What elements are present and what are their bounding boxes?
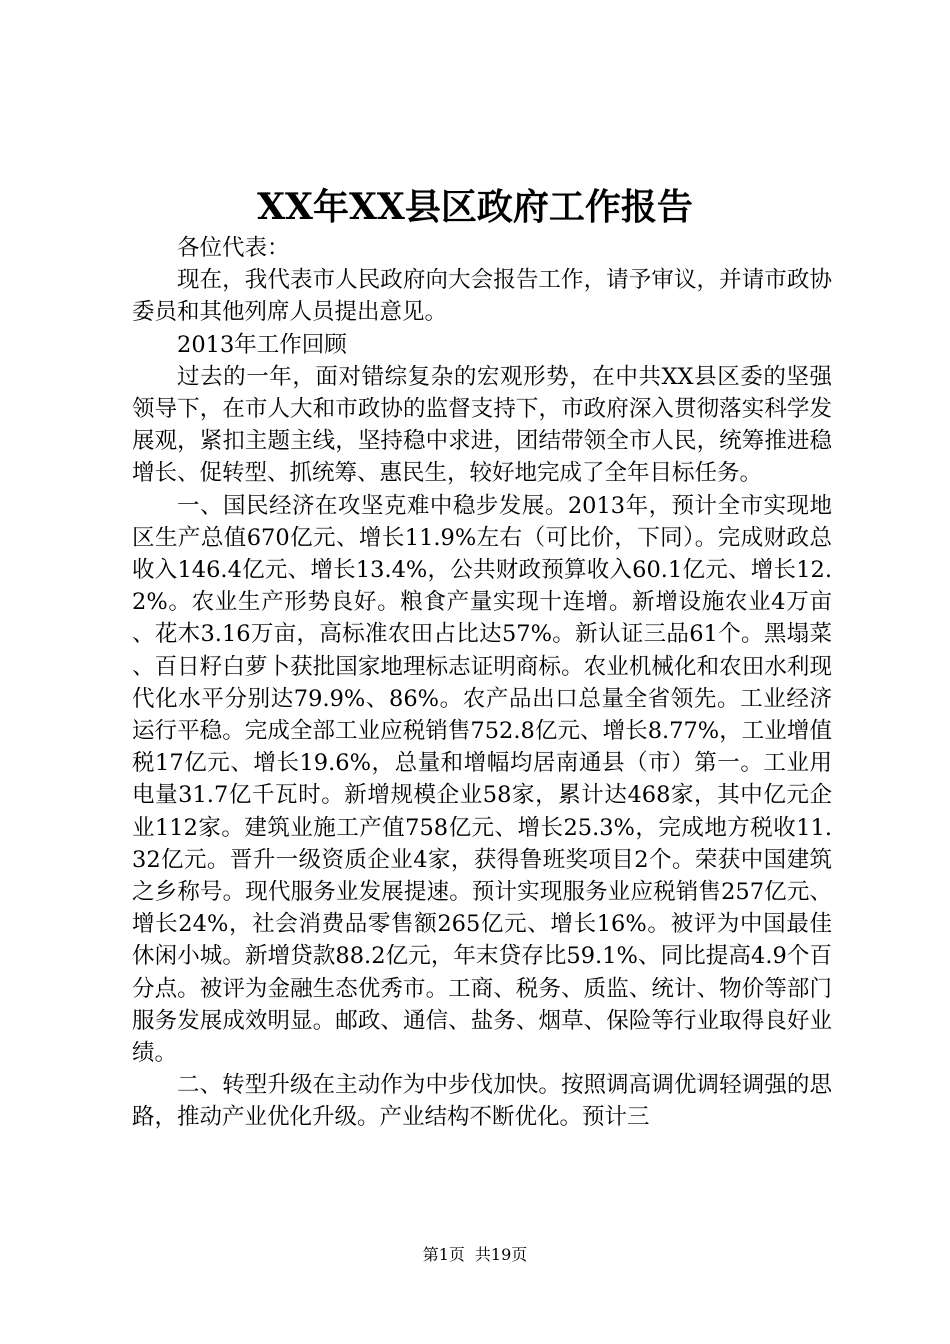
section-heading: 2013年工作回顾 (177, 331, 347, 358)
paragraph-salutation: 各位代表： (177, 235, 290, 261)
paragraph-intro: 现在，我代表市人民政府向大会报告工作，请予审议，并请市政协委员和其他列席人员提出意见。 (132, 267, 832, 326)
page-total: 共19页 (474, 1245, 528, 1264)
page-number: 第1页 (422, 1245, 465, 1264)
document-title: XX年XX县区政府工作报告 (257, 186, 693, 228)
page-footer (0, 1243, 950, 1267)
document-body (132, 232, 832, 1134)
paragraph-overview: 过去的一年，面对错综复杂的宏观形势，在中共XX县区委的坚强领导下，在市人大和市政协的监督支持下，市政府深入贯彻落实科学发展观，紧扣主题主线，坚持稳中求进，团结带领全市人民，统筹推进稳增长、促转型、抓统筹、惠民生，较好地完成了全年目标任务。 (132, 363, 832, 487)
paragraph-transformation: 二、转型升级在主动作为中步伐加快。按照调高调优调轻调强的思路，推动产业优化升级。产业结构不断优化。预计三 (132, 1072, 832, 1131)
paragraph-economy: 一、国民经济在攻坚克难中稳步发展。2013年，预计全市实现地区生产总值670亿元、增长11.9%左右（可比价，下同）。完成财政总收入146.4亿元、增长13.4%，公共财政预算收入60.1亿元、增长12.2%。农业生产形势良好。粮食产量实现十连增。新增设施农业4万亩、花木3.16万亩，高标准农田占比达57%。新认证三品61个。黑塌菜、百日籽白萝卜获批国家地理标志证明商标。农业机械化和农田水利现代化水平分别达79.9%、86%。农产品出口总量全省领先。工业经济运行平稳。完成全部工业应税销售752.8亿元、增长8.77%，工业增值税17亿元、增长19.6%，总量和增幅均居南通县（市）第一。工业用电量31.7亿千瓦时。新增规模企业58家，累计达468家，其中亿元企业112家。建筑业施工产值758亿元、增长25.3%，完成地方税收11.32亿元。晋升一级资质企业4家，获得鲁班奖项目2个。荣获中国建筑之乡称号。现代服务业发展提速。预计实现服务业应税销售257亿元、增长24%，社会消费品零售额265亿元、增长16%。被评为中国最佳休闲小城。新增贷款88.2亿元，年末贷存比59.1%、同比提高4.9个百分点。被评为金融生态优秀市。工商、税务、质监、统计、物价等部门服务发展成效明显。邮政、通信、盐务、烟草、保险等行业取得良好业绩。 (132, 492, 832, 1067)
